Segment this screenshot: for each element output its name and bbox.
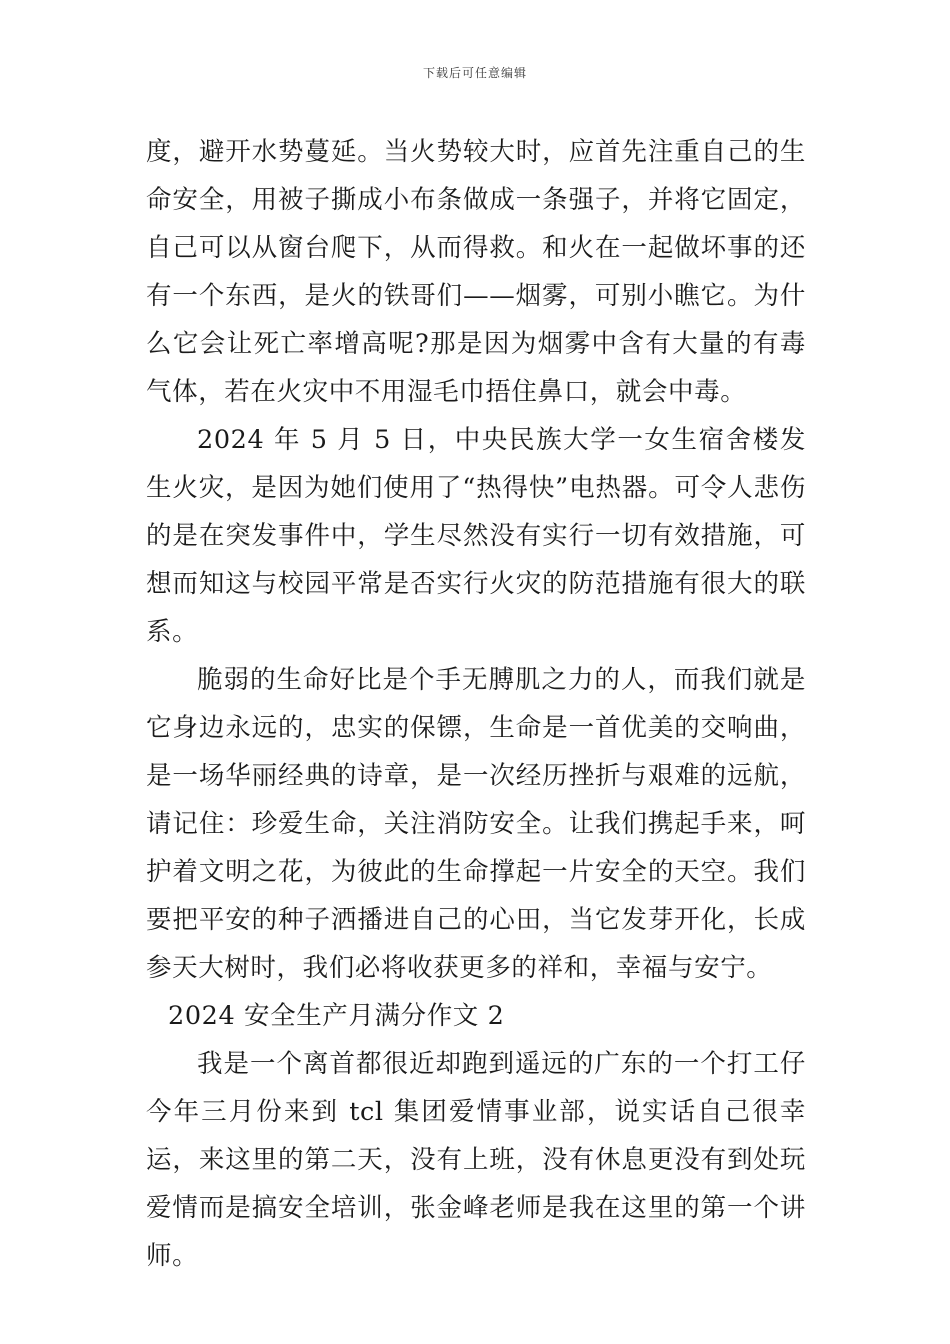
page-header: 下载后可任意编辑 xyxy=(422,66,527,80)
paragraph-cherish-life: 脆弱的生命好比是个手无膊肌之力的人，而我们就是它身边永远的，忠实的保镖，生命是一首优美的交响曲，是一场华丽经典的诗章，是一次经历挫折与艰难的远航，请记住：珍爱生命，关注消防安全。让我们携起手来，呵护着文明之花，为彼此的生命撑起一片安全的天空。我们要把平安的种子洒播进自己的心田，当它发芽开化，长成参天大树时，我们必将收获更多的祥和，幸福与安宁。 xyxy=(146,665,806,983)
document-body xyxy=(146,128,806,1280)
paragraph-fire-incident: 2024 年 5 月 5 日，中央民族大学一女生宿舍楼发生火灾，是因为她们使用了“热得快”电热器。可令人悲伤的是在突发事件中，学生尽然没有实行一切有效措施，可想而知这与校园平常是否实行火灾的防范措施有很大的联系。 xyxy=(146,425,806,647)
paragraph-essay-intro: 我是一个离首都很近却跑到遥远的广东的一个打工仔今年三月份来到 tcl 集团爱情事业部，说实话自己很幸运，来这里的第二天，没有上班，没有休息更没有到处玩爱情而是搞安全培训，张金峰老师是我在这里的第一个讲师。 xyxy=(146,1049,806,1271)
essay-title: 2024 安全生产月满分作文 2 xyxy=(168,1001,505,1031)
paragraph-continuation: 度，避开水势蔓延。当火势较大时，应首先注重自己的生命安全，用被子撕成小布条做成一条强子，并将它固定，自己可以从窗台爬下，从而得救。和火在一起做坏事的还有一个东西，是火的铁哥们——烟雾，可别小瞧它。为什么它会让死亡率增高呢?那是因为烟雾中含有大量的有毒气体，若在火灾中不用湿毛巾捂住鼻口，就会中毒。 xyxy=(146,137,806,407)
